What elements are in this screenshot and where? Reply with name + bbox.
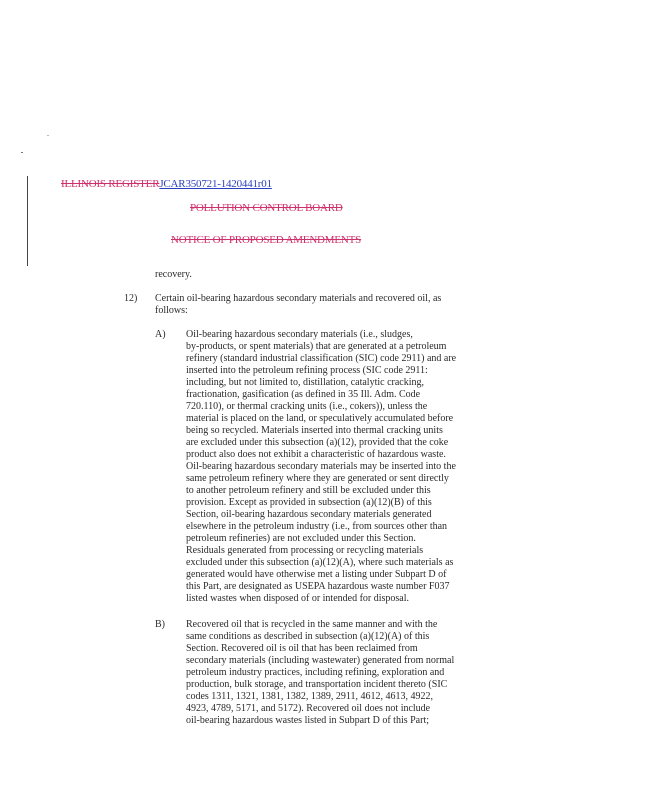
text-line: listed wastes when disposed of or intended for disposal. (186, 593, 410, 604)
text-line: generated would have otherwise met a listing under Subpart D of (186, 569, 447, 580)
text-line: 720.110), or thermal cracking units (i.e., cokers)), unless the (186, 401, 428, 412)
item-12-number: 12) (124, 293, 138, 304)
text-line: refinery (standard industrial classification (SIC) code 2911) and are (186, 353, 457, 364)
item-a-paragraph (186, 329, 456, 605)
text-line: Section, oil-bearing hazardous secondary materials generated (186, 509, 432, 520)
text-line: by-products, or spent materials) that are generated at a petroleum (186, 341, 447, 352)
text-line: to another petroleum refinery and still be excluded under this (186, 485, 431, 496)
notice-title: NOTICE OF PROPOSED AMENDMENTS (171, 234, 362, 246)
text-line: same petroleum refinery where they are generated or sent directly (186, 473, 449, 484)
scan-speck (21, 152, 23, 153)
text-line: inserted into the petroleum refining process (SIC code 2911: (186, 365, 428, 376)
text-line: 4923, 4789, 5171, and 5172). Recovered oil does not include (186, 703, 431, 714)
revision-change-bar (27, 176, 28, 266)
text-line: fractionation, gasification (as defined in 35 Ill. Adm. Code (186, 389, 421, 400)
text-line: including, but not limited to, distillation, catalytic cracking, (186, 377, 425, 388)
text-line: Oil-bearing hazardous secondary materials may be inserted into the (186, 461, 456, 472)
text-line: production, bulk storage, and transportation incident thereto (SIC (186, 679, 448, 690)
text-line: Recovered oil that is recycled in the same manner and with the (186, 619, 438, 630)
board-title: POLLUTION CONTROL BOARD (190, 202, 343, 214)
text-line: elsewhere in the petroleum industry (i.e., from sources other than (186, 521, 448, 532)
continuation-text: recovery. (155, 269, 192, 280)
text-line: Section. Recovered oil is oil that has been reclaimed from (186, 643, 418, 654)
item-a-label: A) (155, 329, 166, 340)
register-header (61, 178, 272, 190)
item-12-text (155, 293, 441, 317)
text-line: material is placed on the land, or speculatively accumulated before (186, 413, 454, 424)
text-line: codes 1311, 1321, 1381, 1382, 1389, 2911, 4612, 4613, 4922, (186, 691, 434, 702)
text-line: this Part, are designated as USEPA hazardous waste number F037 (186, 581, 450, 592)
text-line: petroleum refineries) are not excluded under this Section. (186, 533, 416, 544)
text-line: provision. Except as provided in subsection (a)(12)(B) of this (186, 497, 432, 508)
text-line: secondary materials (including wastewater) generated from normal (186, 655, 455, 666)
text-line: petroleum industry practices, including refining, exploration and (186, 667, 445, 678)
item-b-paragraph (186, 619, 454, 727)
text-line: Residuals generated from processing or recycling materials (186, 545, 424, 556)
scan-speck (47, 135, 49, 136)
register-name: ILLINOIS REGISTER (61, 178, 160, 190)
text-line: same conditions as described in subsection (a)(12)(A) of this (186, 631, 430, 642)
text-line: Certain oil-bearing hazardous secondary materials and recovered oil, as (155, 293, 442, 304)
text-line: product also does not exhibit a characteristic of hazardous waste. (186, 449, 446, 460)
text-line: follows: (155, 305, 188, 316)
text-line: excluded under this subsection (a)(12)(A), where such materials as (186, 557, 454, 568)
text-line: oil-bearing hazardous wastes listed in Subpart D of this Part; (186, 715, 430, 726)
text-line: are excluded under this subsection (a)(12), provided that the coke (186, 437, 449, 448)
jcar-code: JCAR350721-1420441r01 (159, 178, 272, 190)
text-line: being so recycled. Materials inserted into thermal cracking units (186, 425, 443, 436)
item-b-label: B) (155, 619, 165, 630)
text-line: Oil-bearing hazardous secondary materials (i.e., sludges, (186, 329, 413, 340)
